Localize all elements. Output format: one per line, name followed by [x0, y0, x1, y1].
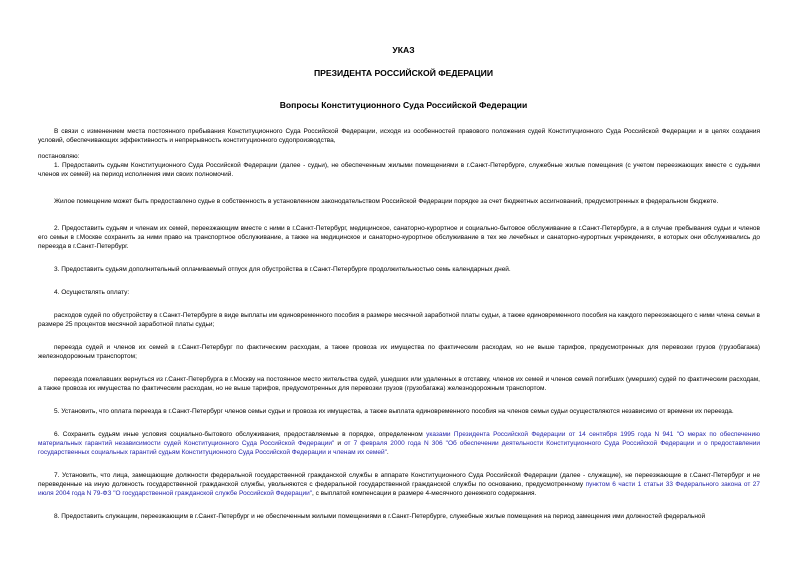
paragraph-6-text-b: и: [334, 440, 345, 447]
resolve-paragraph: постановляю:: [38, 153, 80, 160]
decree-title: Вопросы Конституционного Суда Российской Федерации: [279, 100, 528, 110]
federal-law-79-link[interactable]: пунктом 6 части 1 статьи 33 Федерального закона от 27 июля 2004 года N 79-ФЗ "О государственной гражданской службе Российской Федерации": [38, 481, 761, 497]
paragraph-8: 8. Предоставить служащим, переезжающим в г.Санкт-Петербург и не обеспеченным жилыми помещениями в г.Санкт-Петербурге, служебные жилые помещения на период замещения ими должностей федеральной: [54, 513, 706, 520]
decree-issuer: ПРЕЗИДЕНТА РОССИЙСКОЙ ФЕДЕРАЦИИ: [313, 68, 494, 78]
decree-306-link[interactable]: от 7 февраля 2000 года N 306 "Об обеспечении деятельности Конституционного Суда Российской Федерации и о предоставлении государственных социальных гарантий судьям Конституционного Суда Российской Федерации и членам их семей": [38, 440, 761, 456]
paragraph-1: 1. Предоставить судьям Конституционного Суда Российской Федерации (далее - судьи), не обеспеченным жилыми помещениями в г.Санкт-Петербурге, служебные жилые помещения (с учетом переезжающих вместе с судьями членов их семей) на период исполнения ими своих полномочий.: [38, 162, 760, 178]
paragraph-4c: переезда пожелавших вернуться из г.Санкт-Петербурга в г.Москву на постоянное место жительства судей, ушедших или удаленных в отставку, членов их семей и членов семей погибших (умерших) судей по фактическим расходам, а также провоза их имущества по фактическим расходам, но не выше тарифов, предусмотренных для перевозки грузов (грузобагажа) железнодорожным транспортом.: [38, 376, 760, 392]
paragraph-6-text-a: 6. Сохранить судьям иные условия социально-бытового обслуживания, предоставляемые в порядке, определенном: [54, 431, 427, 438]
paragraph-6: [38, 430, 760, 457]
paragraph-7: [38, 471, 760, 498]
decree-heading: УКАЗ: [392, 45, 415, 55]
paragraph-5: 5. Установить, что оплата переезда в г.Санкт-Петербург членов семьи судьи и провоза их имущества, а также выплата единовременного пособия на членов семьи судьи осуществляются независимо от времени их переезда.: [54, 408, 734, 415]
paragraph-4: 4. Осуществлять оплату:: [54, 289, 130, 296]
paragraph-1b: Жилое помещение может быть предоставлено судье в собственность в установленном законодательством Российской Федерации порядке за счет бюджетных ассигнований, предусмотренных в федеральном бюджете.: [54, 198, 719, 205]
preamble-paragraph: В связи с изменением места постоянного пребывания Конституционного Суда Российской Федерации, исходя из особенностей правового положения судей Конституционного Суда Российской Федерации и в целях создания условий, обеспечивающих эффективность и непрерывность конституционного судопроизводства,: [38, 128, 760, 144]
paragraph-4a: расходов судей по обустройству в г.Санкт-Петербурге в виде выплаты им единовременного пособия в размере месячной заработной платы судьи, а также единовременного пособия на каждого переезжающего с ними члена семьи в размере 25 процентов месячной заработной платы судьи;: [38, 312, 760, 328]
paragraph-7-text-a: 7. Установить, что лица, замещающие должности федеральной государственной гражданской службы в аппарате Конституционного Суда Российской Федерации (далее - служащие), не переезжающие в г.Санкт-Петербург и не переведенные на иную должность государственной гражданской службы, увольняются с федеральной государственной гражданской службы по основанию, предусмотренному: [38, 472, 760, 488]
paragraph-4b: переезда судей и членов их семей в г.Санкт-Петербург по фактическим расходам, а также провоза их имущества по фактическим расходам, но не выше тарифов, предусмотренных для перевозки грузов (грузобагажа) железнодорожным транспортом;: [38, 344, 760, 360]
document-body: [38, 127, 760, 521]
paragraph-6-text-c: .: [386, 449, 389, 456]
paragraph-7-text-b: , с выплатой компенсации в размере 4-месячного денежного содержания.: [312, 490, 537, 497]
paragraph-3: 3. Предоставить судьям дополнительный оплачиваемый отпуск для обустройства в г.Санкт-Петербурге продолжительностью семь календарных дней.: [54, 266, 511, 273]
paragraph-2: 2. Предоставить судьям и членам их семей, переезжающим вместе с ними в г.Санкт-Петербург, медицинское, санаторно-курортное и социально-бытовое обслуживание в г.Санкт-Петербурге, а в случае пребывания судьи и членов его семьи в г.Москве сохранить за ними право на транспортное обслуживание, а также на медицинское и санаторно-курортное обслуживание в тех же лечебных и санаторно-курортных учреждениях, в которых они обслуживались до переезда в г.Санкт-Петербург.: [38, 225, 760, 250]
decree-941-link[interactable]: указами Президента Российской Федерации от 14 сентября 1995 года N 941 "О мерах по обеспечению материальных гарантий независимости судей Конституционного Суда Российской Федерации": [38, 431, 760, 447]
